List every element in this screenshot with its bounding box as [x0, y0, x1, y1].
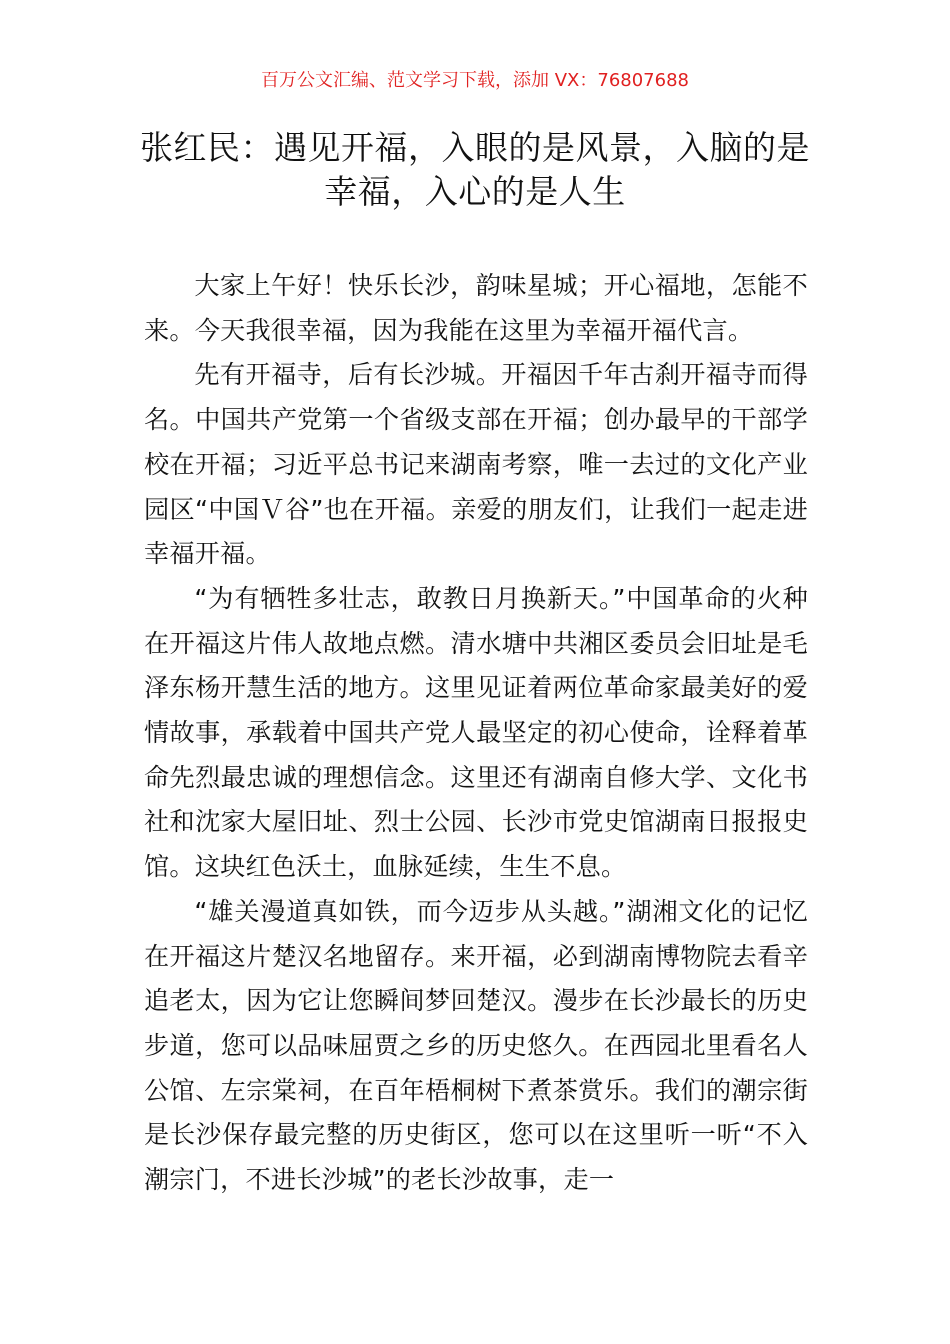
paragraph-3: “为有牺牲多壮志，敢教日月换新天。”中国革命的火种在开福这片伟人故地点燃。清水塘中共湘区委员会旧址是毛泽东杨开慧生活的地方。这里见证着两位革命家最美好的爱情故事，承载着中国共产党人最坚定的初心使命，诠释着革命先烈最忠诚的理想信念。这里还有湖南自修大学、文化书社和沈家大屋旧址、烈士公园、长沙市党史馆湖南日报报史馆。这块红色沃土，血脉延续，生生不息。 [144, 583, 808, 882]
paragraph-4: “雄关漫道真如铁，而今迈步从头越。”湖湘文化的记忆在开福这片楚汉名地留存。来开福，必到湖南博物院去看辛追老太，因为它让您瞬间梦回楚汉。漫步在长沙最长的历史步道，您可以品味屈贾之乡的历史悠久。在西园北里看名人公馆、左宗棠祠，在百年梧桐树下煮茶赏乐。我们的潮宗街是长沙保存最完整的历史街区，您可以在这里听一听“不入潮宗门，不进长沙城”的老长沙故事，走一 [144, 896, 808, 1195]
document-body [144, 264, 808, 1203]
document-title: 张红民：遇见开福，入眼的是风景，入脑的是幸福，入心的是人生 [140, 128, 810, 211]
paragraph-2: 先有开福寺，后有长沙城。开福因千年古刹开福寺而得名。中国共产党第一个省级支部在开福；创办最早的干部学校在开福；习近平总书记来湖南考察，唯一去过的文化产业园区“中国Ｖ谷”也在开福。亲爱的朋友们，让我们一起走进幸福开福。 [144, 360, 808, 569]
paragraph-1: 大家上午好！快乐长沙，韵味星城；开心福地，怎能不来。今天我很幸福，因为我能在这里为幸福开福代言。 [144, 271, 808, 345]
promo-banner: 百万公文汇编、范文学习下载，添加 VX：76807688 [261, 70, 689, 91]
